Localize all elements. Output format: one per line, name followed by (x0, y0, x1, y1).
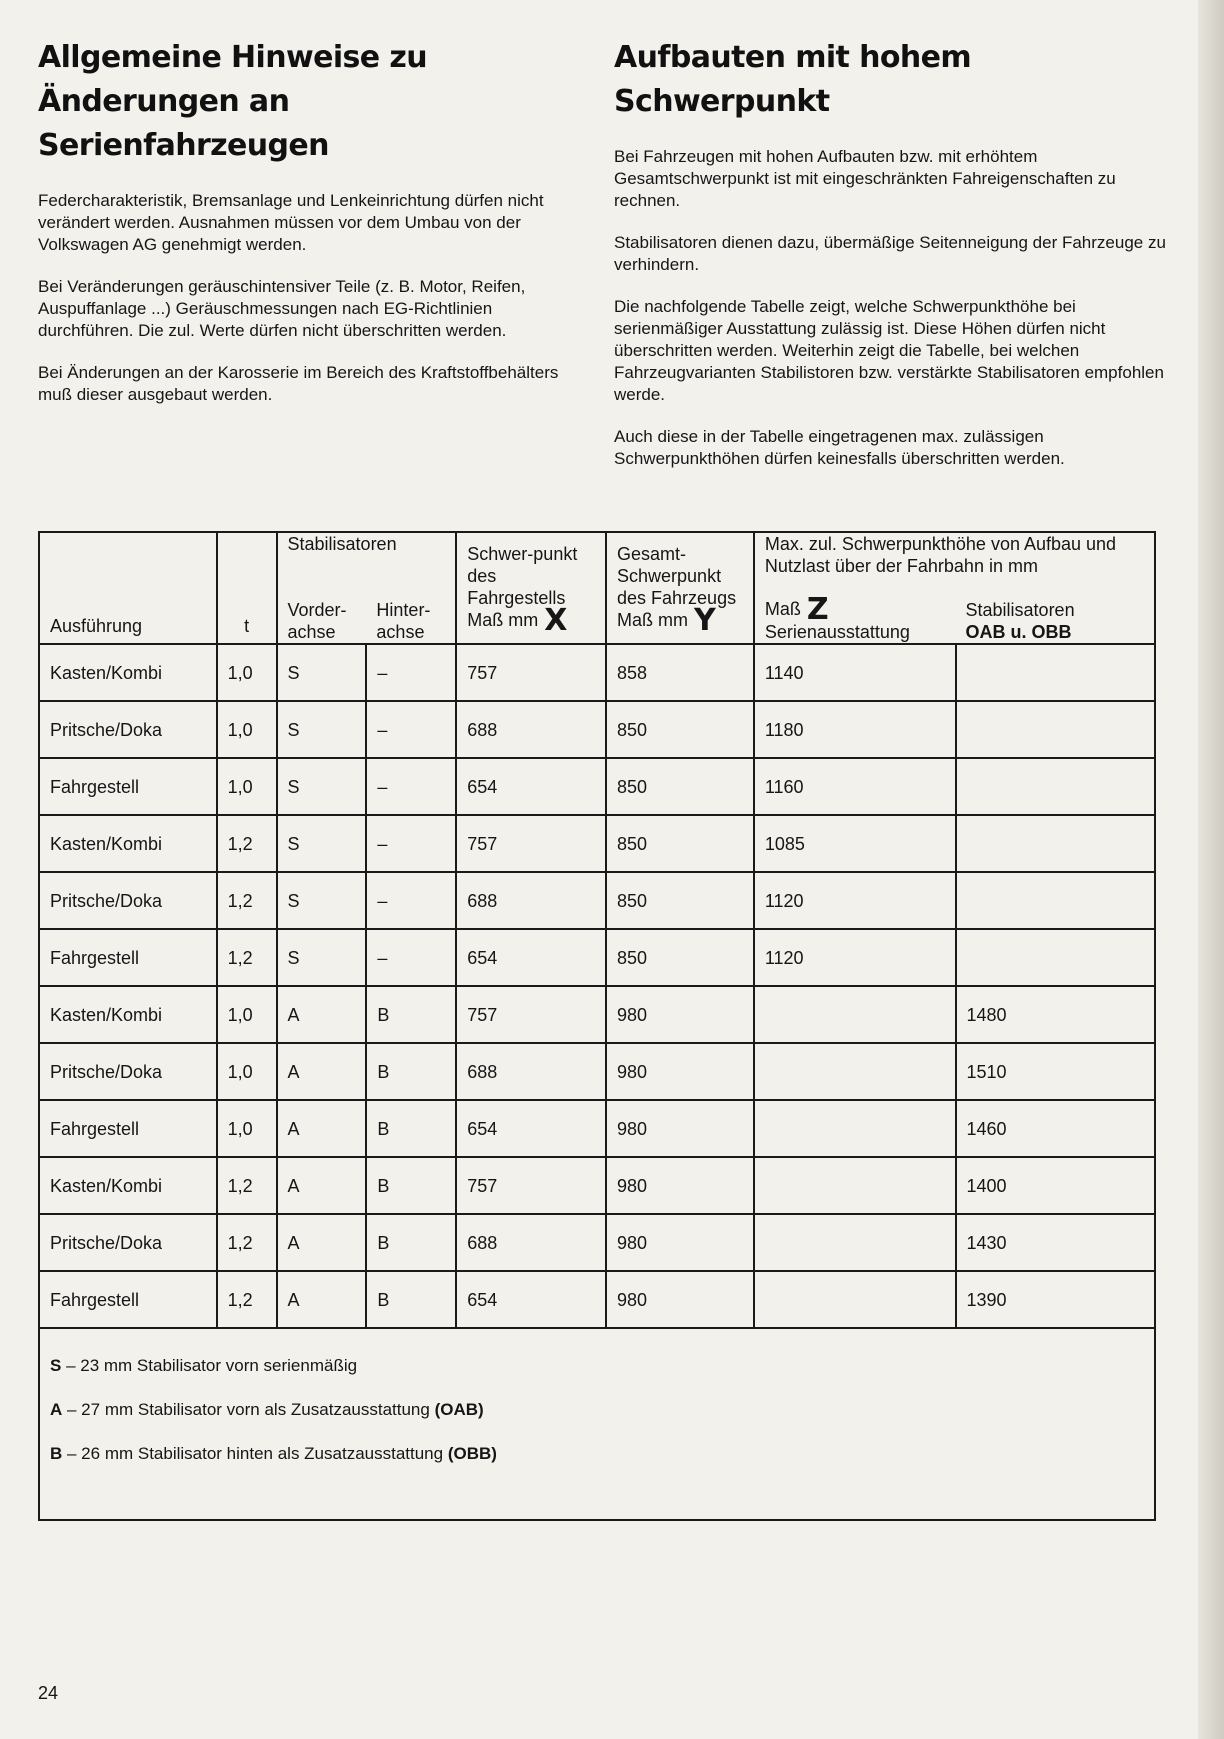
cell-serienausstattung-z (754, 1214, 956, 1271)
table-row (39, 872, 1155, 929)
table-row (39, 1100, 1155, 1157)
cell-ausfuehrung: Pritsche/Doka (39, 1043, 217, 1100)
cell-serienausstattung-z (754, 1043, 956, 1100)
cell-vorderachse: A (277, 1271, 367, 1328)
legend-key: B (50, 1444, 63, 1463)
high-cog-paragraph: Auch diese in der Tabelle eingetragenen max. zulässigen Schwerpunkthöhen dürfen keinesfalls überschritten werden. (614, 427, 1065, 468)
cell-tonnage: 1,2 (217, 929, 277, 986)
cell-schwerpunkt-x: 688 (456, 701, 606, 758)
cell-stabilisatoren-z: 1390 (956, 1271, 1155, 1328)
cell-vorderachse: S (277, 758, 367, 815)
cell-schwerpunkt-x: 688 (456, 1214, 606, 1271)
cell-stabilisatoren-z: 1430 (956, 1214, 1155, 1271)
cell-stabilisatoren-z (956, 644, 1155, 701)
cell-serienausstattung-z (754, 986, 956, 1043)
cell-schwerpunkt-y: 850 (606, 815, 754, 872)
header-tonnage: t (217, 532, 277, 644)
cell-tonnage: 1,0 (217, 1100, 277, 1157)
header-stabilisatoren: Stabilisatoren (277, 532, 457, 577)
cell-schwerpunkt-y: 980 (606, 1271, 754, 1328)
cell-ausfuehrung: Fahrgestell (39, 1271, 217, 1328)
cell-tonnage: 1,2 (217, 1271, 277, 1328)
cell-hinterachse: B (366, 1214, 456, 1271)
cell-stabilisatoren-z: 1480 (956, 986, 1155, 1043)
cell-schwerpunkt-y: 980 (606, 1214, 754, 1271)
header-stab-column (956, 577, 1155, 644)
table-row (39, 644, 1155, 701)
header-schwerpunkt-fahrgestell (456, 532, 606, 644)
legend-key: A (50, 1400, 63, 1419)
cell-serienausstattung-z (754, 1100, 956, 1157)
cell-stabilisatoren-z (956, 758, 1155, 815)
general-notes-paragraph: Bei Veränderungen geräuschintensiver Teile (z. B. Motor, Reifen, Auspuffanlage ...) Geräuschmessungen nach EG-Richtlinien durchführen. Die zul. Werte dürfen nicht überschritten werden. (38, 277, 526, 340)
high-cog-paragraph: Die nachfolgende Tabelle zeigt, welche Schwerpunkthöhe bei serienmäßiger Ausstattung zulässig ist. Diese Höhen dürfen nicht überschritten werden. Weiterhin zeigt die Tabelle, bei welchen Fahrzeugvarianten Stabilistoren bzw. verstärkte Stabilisatoren empfohlen werde. (614, 297, 1164, 404)
cell-vorderachse: S (277, 929, 367, 986)
cell-tonnage: 1,2 (217, 1214, 277, 1271)
cell-hinterachse: B (366, 986, 456, 1043)
header-gesamt-schwerpunkt (606, 532, 754, 644)
header-vorderachse: Vorder-achse (277, 577, 367, 644)
cell-stabilisatoren-z (956, 929, 1155, 986)
cell-ausfuehrung: Kasten/Kombi (39, 815, 217, 872)
cell-hinterachse: – (366, 701, 456, 758)
cell-hinterachse: – (366, 872, 456, 929)
header-gesamt-schwerpunkt-label: Gesamt-Schwerpunkt des Fahrzeugs Maß mm (617, 544, 737, 630)
header-hinterachse: Hinter-achse (366, 577, 456, 644)
legend-text: – 23 mm Stabilisator vorn serienmäßig (61, 1356, 358, 1375)
legend-text: – 26 mm Stabilisator hinten als Zusatzausstattung (62, 1444, 448, 1463)
cell-vorderachse: A (277, 1157, 367, 1214)
cell-schwerpunkt-y: 850 (606, 758, 754, 815)
cell-tonnage: 1,2 (217, 815, 277, 872)
table-row (39, 929, 1155, 986)
header-serienausstattung: Serienausstattung (764, 622, 910, 642)
cell-schwerpunkt-x: 654 (456, 929, 606, 986)
cell-vorderachse: A (277, 1214, 367, 1271)
cell-schwerpunkt-x: 688 (456, 1043, 606, 1100)
cell-schwerpunkt-x: 688 (456, 872, 606, 929)
cell-schwerpunkt-x: 757 (456, 1157, 606, 1214)
cell-serienausstattung-z: 1180 (754, 701, 956, 758)
cell-schwerpunkt-y: 850 (606, 701, 754, 758)
header-y-letter: Y (694, 603, 716, 638)
high-center-of-gravity-section (614, 36, 1174, 490)
header-z-letter: Z (806, 592, 829, 627)
cell-hinterachse: – (366, 758, 456, 815)
table-row (39, 1043, 1155, 1100)
cell-vorderachse: S (277, 644, 367, 701)
cell-ausfuehrung: Fahrgestell (39, 758, 217, 815)
header-schwerpunkt-fahrgestell-label: Schwer-punkt des Fahrgestells Maß mm (467, 544, 578, 630)
cell-ausfuehrung: Fahrgestell (39, 929, 217, 986)
header-mass-z (754, 577, 956, 644)
cell-hinterachse: – (366, 929, 456, 986)
legend-suffix: (OBB) (447, 1444, 497, 1463)
cell-schwerpunkt-x: 654 (456, 758, 606, 815)
high-cog-paragraph: Bei Fahrzeugen mit hohen Aufbauten bzw. mit erhöhtem Gesamtschwerpunkt ist mit eingeschränkten Fahreigenschaften zu rechnen. (614, 147, 1116, 210)
cell-ausfuehrung: Pritsche/Doka (39, 1214, 217, 1271)
cell-serienausstattung-z (754, 1157, 956, 1214)
general-notes-paragraph: Federcharakteristik, Bremsanlage und Lenkeinrichtung dürfen nicht verändert werden. Ausnahmen müssen vor dem Umbau von der Volkswagen AG genehmigt werden. (38, 191, 544, 254)
cell-schwerpunkt-x: 757 (456, 644, 606, 701)
cell-tonnage: 1,2 (217, 1157, 277, 1214)
cell-schwerpunkt-y: 858 (606, 644, 754, 701)
cell-schwerpunkt-y: 980 (606, 1043, 754, 1100)
table-row (39, 758, 1155, 815)
cell-ausfuehrung: Kasten/Kombi (39, 644, 217, 701)
table-legend (39, 1328, 1155, 1520)
cell-serienausstattung-z: 1120 (754, 872, 956, 929)
cell-schwerpunkt-x: 757 (456, 986, 606, 1043)
cell-schwerpunkt-y: 980 (606, 1100, 754, 1157)
cell-vorderachse: A (277, 986, 367, 1043)
header-mass-label: Maß (764, 599, 801, 619)
page-edge (1198, 0, 1224, 1739)
cell-vorderachse: A (277, 1100, 367, 1157)
header-max-schwerpunkthoehe: Max. zul. Schwerpunkthöhe von Aufbau und Nutzlast über der Fahrbahn in mm (754, 532, 1155, 577)
cell-schwerpunkt-x: 757 (456, 815, 606, 872)
cell-schwerpunkt-y: 980 (606, 1157, 754, 1214)
high-cog-title: Aufbauten mit hohem Schwerpunkt (614, 40, 972, 119)
cell-serienausstattung-z (754, 1271, 956, 1328)
cell-tonnage: 1,0 (217, 1043, 277, 1100)
cell-tonnage: 1,0 (217, 758, 277, 815)
cell-ausfuehrung: Fahrgestell (39, 1100, 217, 1157)
legend-suffix: (OAB) (434, 1400, 484, 1419)
high-cog-paragraph: Stabilisatoren dienen dazu, übermäßige Seitenneigung der Fahrzeuge zu verhindern. (614, 233, 1166, 274)
cell-schwerpunkt-x: 654 (456, 1100, 606, 1157)
cell-ausfuehrung: Pritsche/Doka (39, 872, 217, 929)
cell-vorderachse: A (277, 1043, 367, 1100)
cell-schwerpunkt-y: 980 (606, 986, 754, 1043)
cell-ausfuehrung: Kasten/Kombi (39, 1157, 217, 1214)
legend-item (50, 1399, 1144, 1421)
cell-stabilisatoren-z (956, 701, 1155, 758)
cell-hinterachse: B (366, 1100, 456, 1157)
table-row (39, 1214, 1155, 1271)
cell-hinterachse: B (366, 1271, 456, 1328)
center-of-gravity-table (38, 531, 1156, 1521)
cell-stabilisatoren-z: 1400 (956, 1157, 1155, 1214)
table-row (39, 1157, 1155, 1214)
general-notes-paragraph: Bei Änderungen an der Karosserie im Bereich des Kraftstoffbehälters muß dieser ausgebaut werden. (38, 363, 559, 404)
cell-serienausstattung-z: 1120 (754, 929, 956, 986)
cell-tonnage: 1,0 (217, 986, 277, 1043)
cell-ausfuehrung: Pritsche/Doka (39, 701, 217, 758)
cell-ausfuehrung: Kasten/Kombi (39, 986, 217, 1043)
cell-stabilisatoren-z: 1460 (956, 1100, 1155, 1157)
cell-vorderachse: S (277, 701, 367, 758)
cell-tonnage: 1,0 (217, 701, 277, 758)
cell-hinterachse: – (366, 644, 456, 701)
cell-hinterachse: B (366, 1157, 456, 1214)
table-row (39, 1271, 1155, 1328)
table-row (39, 701, 1155, 758)
table-body (39, 644, 1155, 1328)
table-row (39, 986, 1155, 1043)
cell-serienausstattung-z: 1140 (754, 644, 956, 701)
cell-hinterachse: – (366, 815, 456, 872)
legend-text: – 27 mm Stabilisator vorn als Zusatzausstattung (62, 1400, 435, 1419)
cell-hinterachse: B (366, 1043, 456, 1100)
header-stab-sub: OAB u. OBB (965, 622, 1072, 642)
cell-tonnage: 1,0 (217, 644, 277, 701)
cell-stabilisatoren-z (956, 815, 1155, 872)
cell-tonnage: 1,2 (217, 872, 277, 929)
general-notes-section (38, 36, 578, 426)
cell-serienausstattung-z: 1160 (754, 758, 956, 815)
cell-stabilisatoren-z (956, 872, 1155, 929)
legend-key: S (50, 1356, 62, 1375)
header-ausfuehrung: Ausführung (39, 532, 217, 644)
cell-serienausstattung-z: 1085 (754, 815, 956, 872)
cell-schwerpunkt-y: 850 (606, 872, 754, 929)
cell-stabilisatoren-z: 1510 (956, 1043, 1155, 1100)
cell-schwerpunkt-x: 654 (456, 1271, 606, 1328)
cell-schwerpunkt-y: 850 (606, 929, 754, 986)
general-notes-title: Allgemeine Hinweise zu Änderungen an Serienfahrzeugen (38, 40, 428, 163)
cell-vorderachse: S (277, 815, 367, 872)
header-x-letter: X (544, 603, 568, 638)
header-stab-label: Stabilisatoren (965, 600, 1075, 620)
table-row (39, 815, 1155, 872)
cell-vorderachse: S (277, 872, 367, 929)
legend-item (50, 1355, 1144, 1377)
page-number: 24 (38, 1683, 59, 1703)
legend-item (50, 1443, 1144, 1465)
